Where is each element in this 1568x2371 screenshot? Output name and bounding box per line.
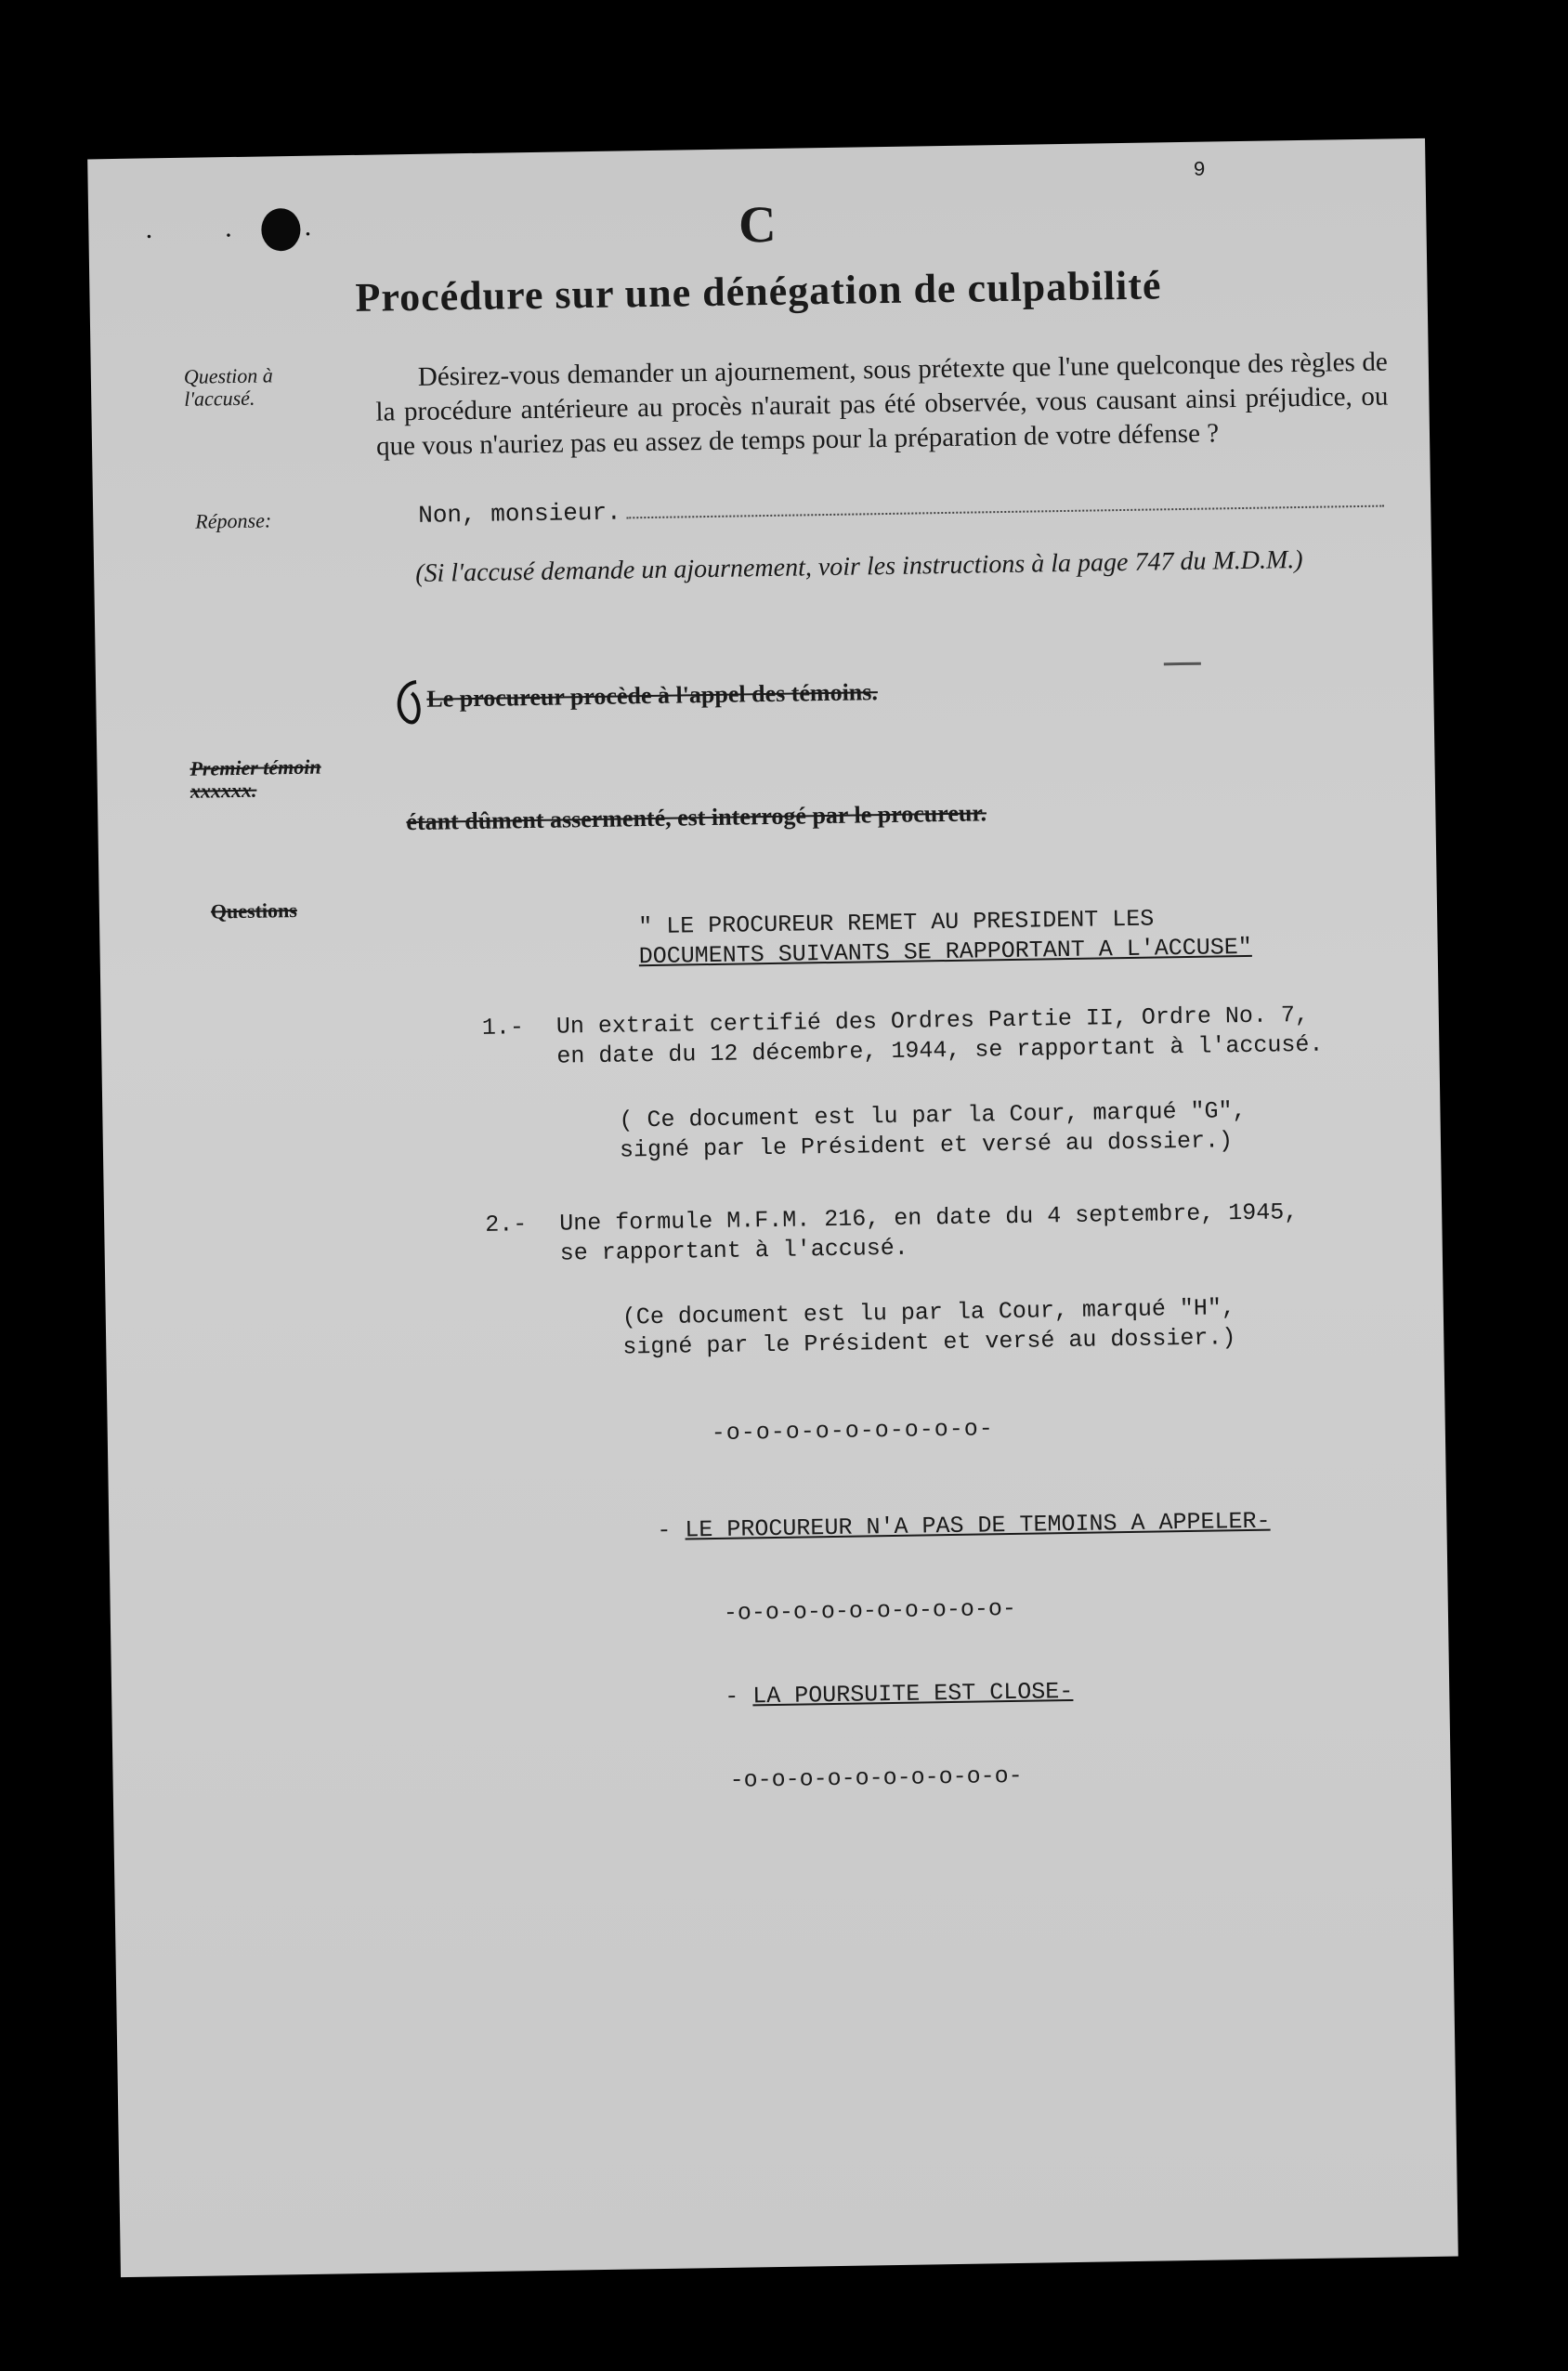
closing-statement xyxy=(725,1677,1074,1712)
instruction-note: (Si l'accusé demande un ajournement, voir les instructions à la page 747 du M.D.M.) xyxy=(414,544,1303,588)
item-text-line: Une formule M.F.M. 216, en date du 4 septembre, 1945, xyxy=(559,1199,1299,1238)
item-note-line: signé par le Président et versé au dossier.) xyxy=(622,1324,1236,1361)
separator: -o-o-o-o-o-o-o-o-o-o- xyxy=(723,1594,1017,1627)
margin-premier-temoin: Premier témoin xxxxxx. xyxy=(189,754,321,803)
margin-reponse-label: Réponse: xyxy=(195,508,272,533)
separator: -o-o-o-o-o-o-o-o-o-o- xyxy=(729,1762,1023,1794)
closing-text: LA POURSUITE EST CLOSE- xyxy=(752,1677,1074,1710)
item-note-line: ( Ce document est lu par la Cour, marqué "G", xyxy=(619,1096,1247,1134)
closing-dash: - xyxy=(725,1683,753,1710)
item-text-line: Un extrait certifié des Ordres Partie II, Ordre No. 7, xyxy=(555,1001,1310,1041)
margin-question-label: Question à l'accusé. xyxy=(183,363,274,411)
struck-prosecutor-line: Le procureur procède à l'appel des témoins. xyxy=(426,678,879,713)
document-page xyxy=(87,138,1458,2277)
section-letter: C xyxy=(738,195,777,255)
struck-sworn-line: étant dûment assermenté, est interrogé par le procureur. xyxy=(406,799,987,836)
page-number: 9 xyxy=(1193,158,1206,182)
item-text-line: se rapportant à l'accusé. xyxy=(559,1234,908,1267)
item-text-line: en date du 12 décembre, 1944, se rapportant à l'accusé. xyxy=(556,1030,1324,1070)
reponse-line xyxy=(418,487,1384,530)
closing-dash: - xyxy=(657,1516,686,1544)
item-note-line: signé par le Président et versé au dossier.) xyxy=(619,1127,1234,1164)
separator: -o-o-o-o-o-o-o-o-o- xyxy=(711,1415,995,1447)
page-title: Procédure sur une dénégation de culpabilité xyxy=(355,262,1162,321)
stray-dots: · · · xyxy=(144,218,345,253)
item-note-line: (Ce document est lu par la Cour, marqué "H", xyxy=(621,1294,1236,1331)
heading-line-2: DOCUMENTS SUIVANTS SE RAPPORTANT A L'ACCUSE" xyxy=(638,933,1252,971)
margin-dash-mark xyxy=(1164,662,1201,688)
heading-line-1: " LE PROCUREUR REMET AU PRESIDENT LES xyxy=(638,905,1155,941)
dotted-leader xyxy=(626,487,1384,519)
closing-statement xyxy=(657,1507,1271,1546)
closing-text: LE PROCUREUR N'A PAS DE TEMOINS A APPELER- xyxy=(685,1507,1271,1544)
margin-questions: Questions xyxy=(210,898,298,924)
item-number: 1.- xyxy=(481,1014,525,1041)
reponse-text: Non, monsieur. xyxy=(418,498,621,530)
item-number: 2.- xyxy=(485,1211,528,1238)
question-paragraph: Désirez-vous demander un ajournement, sous prétexte que l'une quelconque des règles de la procédure antérieure au procès n'aurait pas été observée, vous causant ainsi préjudice, ou que vous n'auriez pas eu assez de temps pour la préparation de votre défense ? xyxy=(375,347,1389,462)
